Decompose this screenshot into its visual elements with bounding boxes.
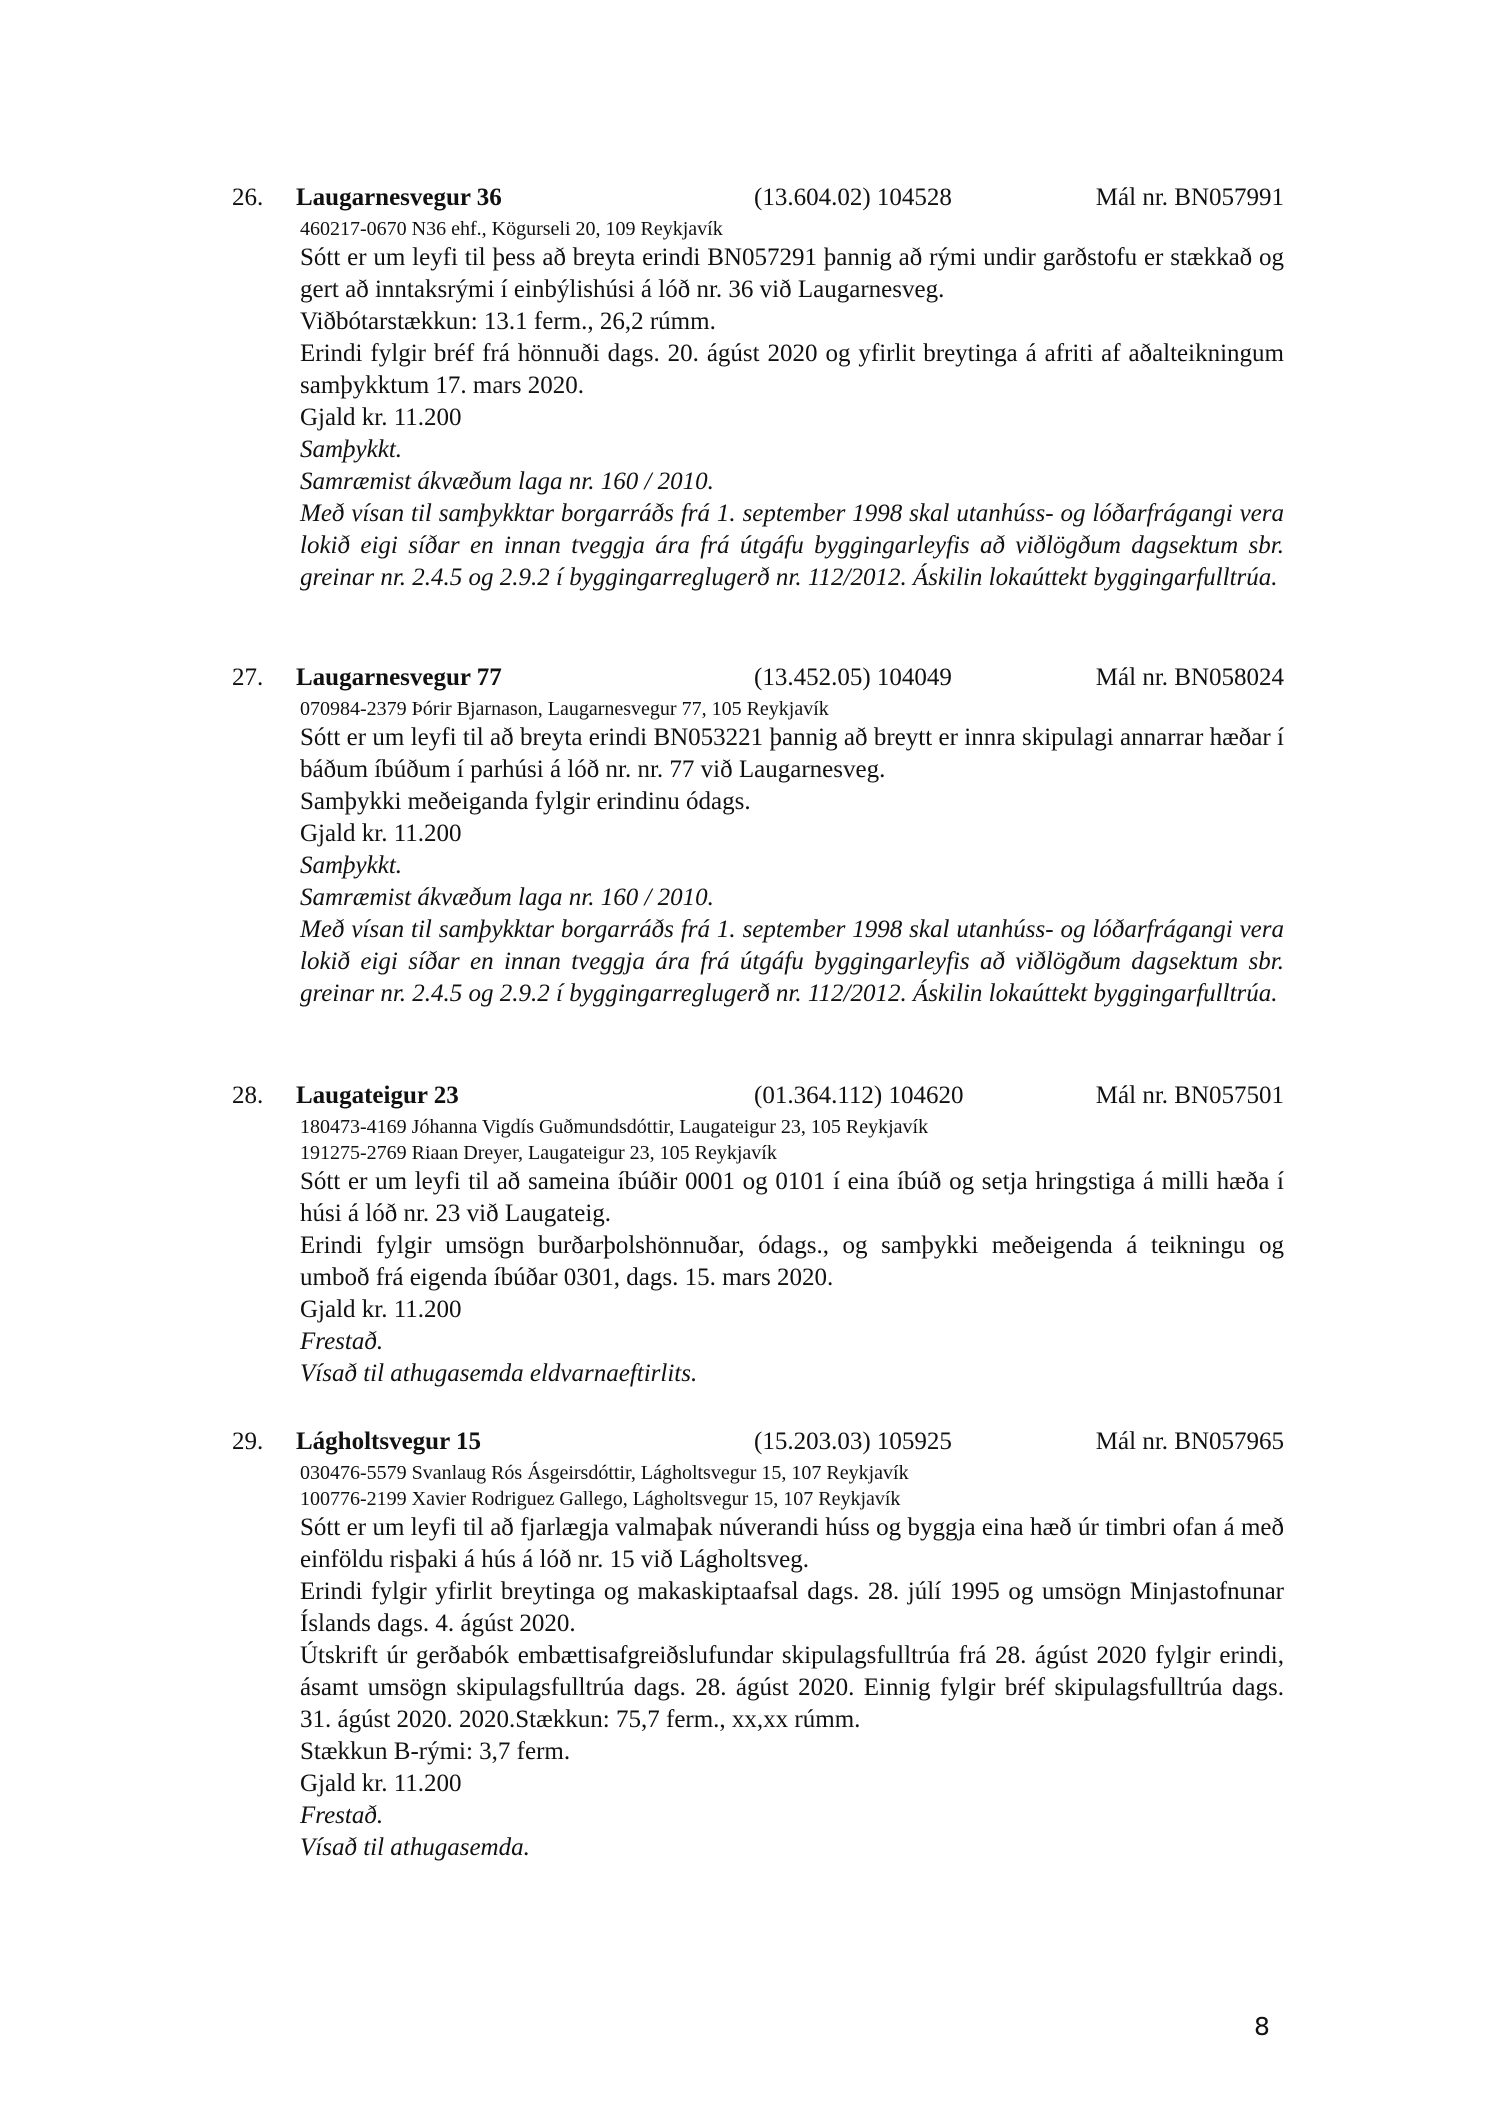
case-header [232, 1424, 1284, 1460]
fee-line: Gjald kr. 11.200 [300, 1296, 462, 1323]
case-paragraph: Sótt er um leyfi til að fjarlægja valmaþak núverandi húss og byggja eina hæð úr timbri ofan á með einföldu risþaki á hús á lóð nr. 15 við Lágholtsveg. [300, 1514, 1284, 1573]
case-number: 26. [232, 184, 264, 211]
case-paragraph: Viðbótarstækkun: 13.1 ferm., 26,2 rúmm. [300, 308, 716, 335]
case-body [300, 1114, 1284, 1390]
fee-line: Gjald kr. 11.200 [300, 1770, 462, 1797]
decision-line: Með vísan til samþykktar borgarráðs frá 1. september 1998 skal utanhúss- og lóðarfrágangi vera lokið eigi síðar en innan tveggja ára frá útgáfu byggingarleyfis að viðlögðum dagsektum sbr. greinar nr. 2.4.5 og 2.9.2 í byggingarreglugerð nr. 112/2012. Áskilin lokaúttekt byggingarfulltrúa. [300, 916, 1284, 1007]
decision-line: Samræmist ákvæðum laga nr. 160 / 2010. [300, 884, 714, 911]
decision-line: Frestað. [300, 1328, 384, 1355]
case-number: 28. [232, 1082, 264, 1109]
fee-line: Gjald kr. 11.200 [300, 820, 462, 847]
decision-line: Vísað til athugasemda. [300, 1834, 530, 1861]
decision-line: Samræmist ákvæðum laga nr. 160 / 2010. [300, 468, 714, 495]
applicant-line: 180473-4169 Jóhanna Vigdís Guðmundsdóttir, Laugateigur 23, 105 Reykjavík [300, 1116, 929, 1138]
applicant-line: 070984-2379 Þórir Bjarnason, Laugarnesvegur 77, 105 Reykjavík [300, 698, 829, 720]
case-id: Mál nr. BN058024 [1095, 664, 1284, 691]
applicant-line: 460217-0670 N36 ehf., Kögurseli 20, 109 Reykjavík [300, 218, 723, 240]
case-item-29 [232, 1424, 1284, 1864]
case-paragraph: Sótt er um leyfi til þess að breyta erindi BN057291 þannig að rými undir garðstofu er stækkað og gert að inntaksrými í einbýlishúsi á lóð nr. 36 við Laugarnesveg. [300, 244, 1284, 303]
case-header [232, 660, 1284, 696]
case-reference: (13.452.05) 104049 [754, 664, 952, 691]
case-address: Laugarnesvegur 77 [296, 664, 502, 691]
case-header [232, 180, 1284, 216]
case-number: 29. [232, 1428, 264, 1455]
case-paragraph: Sótt er um leyfi til að sameina íbúðir 0001 og 0101 í eina íbúð og setja hringstiga á milli hæða í húsi á lóð nr. 23 við Laugateig. [300, 1168, 1284, 1227]
case-paragraph: Erindi fylgir bréf frá hönnuði dags. 20. ágúst 2020 og yfirlit breytinga á afriti af aðalteikningum samþykktum 17. mars 2020. [300, 340, 1284, 399]
case-reference: (01.364.112) 104620 [754, 1082, 964, 1109]
case-id: Mál nr. BN057965 [1095, 1428, 1284, 1455]
case-paragraph: Útskrift úr gerðabók embættisafgreiðslufundar skipulagsfulltrúa frá 28. ágúst 2020 fylgir erindi, ásamt umsögn skipulagsfulltrúa dags. 28. ágúst 2020. Einnig fylgir bréf skipulagsfulltrúa dags. 31. ágúst 2020. 2020.Stækkun: 75,7 ferm., xx,xx rúmm. [300, 1642, 1284, 1733]
case-item-27 [232, 660, 1284, 1010]
case-item-28 [232, 1078, 1284, 1390]
case-body [300, 696, 1284, 1010]
case-body [300, 1460, 1284, 1864]
case-item-26 [232, 180, 1284, 594]
case-header [232, 1078, 1284, 1114]
case-address: Laugarnesvegur 36 [296, 184, 502, 211]
applicant-line: 030476-5579 Svanlaug Rós Ásgeirsdóttir, Lágholtsvegur 15, 107 Reykjavík [300, 1462, 909, 1484]
decision-line: Vísað til athugasemda eldvarnaeftirlits. [300, 1360, 698, 1387]
case-paragraph: Erindi fylgir umsögn burðarþolshönnuðar, ódags., og samþykki meðeigenda á teikningu og umboð frá eigenda íbúðar 0301, dags. 15. mars 2020. [300, 1232, 1284, 1291]
case-paragraph: Stækkun B-rými: 3,7 ferm. [300, 1738, 571, 1765]
case-body [300, 216, 1284, 594]
applicant-line: 100776-2199 Xavier Rodriguez Gallego, Lágholtsvegur 15, 107 Reykjavík [300, 1488, 901, 1510]
decision-line: Samþykkt. [300, 436, 403, 463]
decision-line: Samþykkt. [300, 852, 403, 879]
decision-line: Frestað. [300, 1802, 384, 1829]
case-reference: (13.604.02) 104528 [754, 184, 952, 211]
case-reference: (15.203.03) 105925 [754, 1428, 952, 1455]
decision-line: Með vísan til samþykktar borgarráðs frá 1. september 1998 skal utanhúss- og lóðarfrágangi vera lokið eigi síðar en innan tveggja ára frá útgáfu byggingarleyfis að viðlögðum dagsektum sbr. greinar nr. 2.4.5 og 2.9.2 í byggingarreglugerð nr. 112/2012. Áskilin lokaúttekt byggingarfulltrúa. [300, 500, 1284, 591]
case-address: Lágholtsvegur 15 [296, 1428, 481, 1455]
applicant-line: 191275-2769 Riaan Dreyer, Laugateigur 23, 105 Reykjavík [300, 1142, 777, 1164]
case-paragraph: Samþykki meðeiganda fylgir erindinu ódags. [300, 788, 751, 815]
case-address: Laugateigur 23 [296, 1082, 459, 1109]
case-id: Mál nr. BN057501 [1095, 1082, 1284, 1109]
case-id: Mál nr. BN057991 [1095, 184, 1284, 211]
fee-line: Gjald kr. 11.200 [300, 404, 462, 431]
case-number: 27. [232, 664, 264, 691]
page-number: 8 [1254, 2012, 1270, 2041]
case-paragraph: Erindi fylgir yfirlit breytinga og makaskiptaafsal dags. 28. júlí 1995 og umsögn Minjastofnunar Íslands dags. 4. ágúst 2020. [300, 1578, 1284, 1637]
case-paragraph: Sótt er um leyfi til að breyta erindi BN053221 þannig að breytt er innra skipulagi annarrar hæðar í báðum íbúðum í parhúsi á lóð nr. nr. 77 við Laugarnesveg. [300, 724, 1284, 783]
